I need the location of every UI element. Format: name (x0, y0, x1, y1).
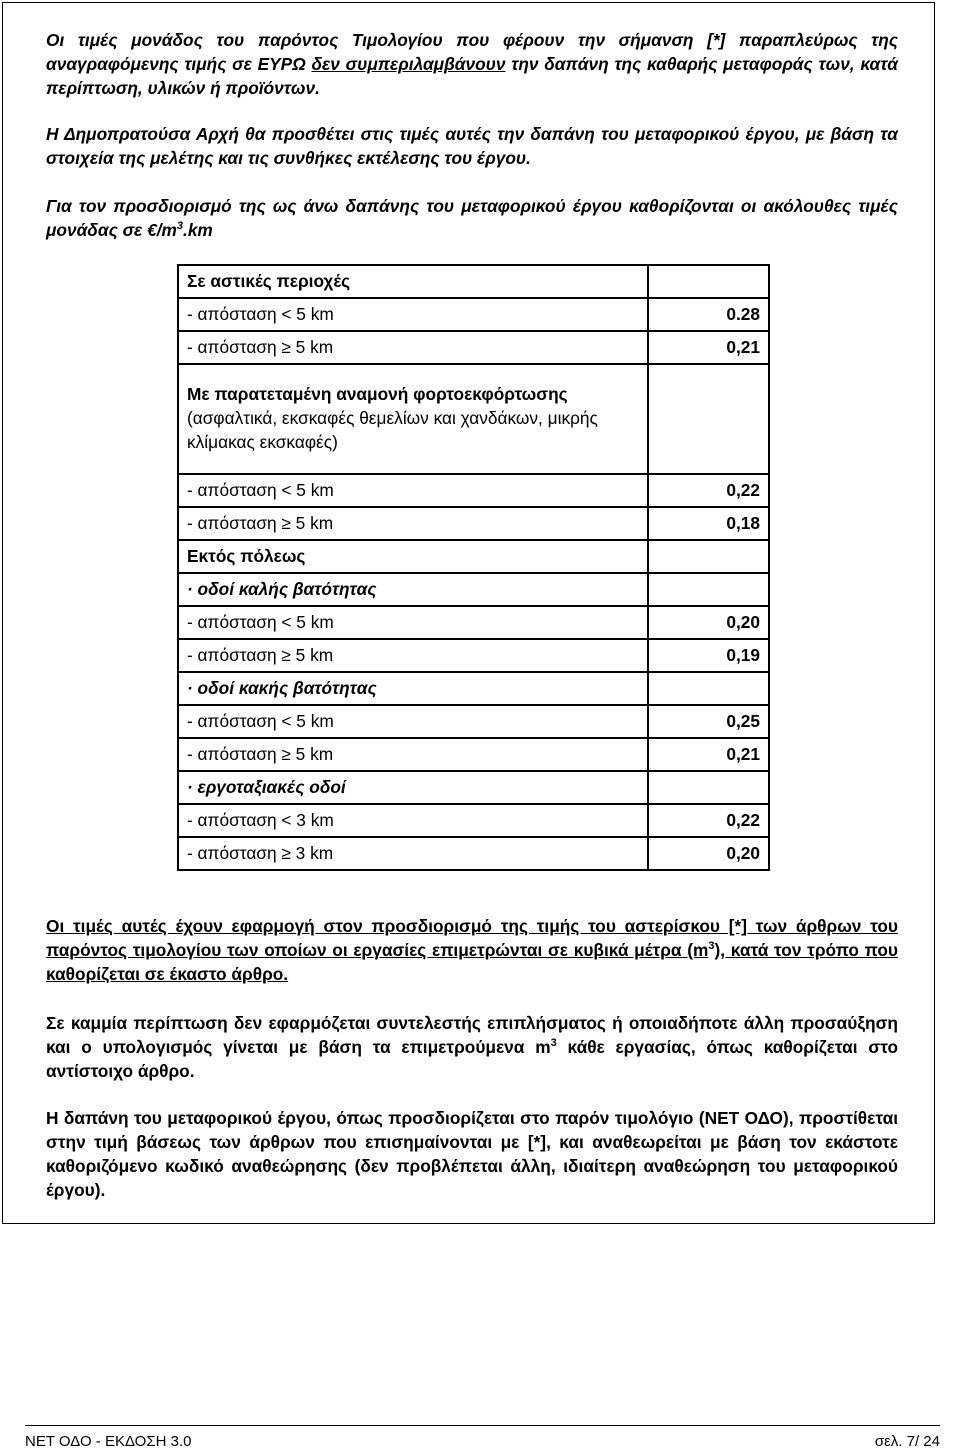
rate-label-cell: - απόσταση < 5 km (178, 298, 648, 331)
rate-label-cell: - απόσταση ≥ 5 km (178, 507, 648, 540)
rate-label-cell: · οδοί καλής βατότητας (178, 573, 648, 606)
note-1-text-b: ), κατά τον τρόπο που καθορίζεται σε έκαστο άρθρο. (46, 940, 898, 984)
intro-p3-text-b: .km (183, 220, 213, 240)
rates-table-row (178, 265, 769, 298)
note-paragraph-3: Η δαπάνη του μεταφορικού έργου, όπως προσδιορίζεται στο παρόν τιμολόγιο (ΝΕΤ ΟΔΟ), προστίθεται στην τιμή βάσεως των άρθρων που επισημαίνονται με [*], και αναθεωρείται με βάση τον εκάστοτε καθοριζόμενο κωδικό αναθεώρησης (δεν προβλέπεται άλλη, ιδιαίτερη αναθεώρηση του μεταφορικού έργου). (46, 1108, 898, 1200)
rate-value-cell: 0,21 (648, 331, 769, 364)
rate-label-cell: - απόσταση < 5 km (178, 705, 648, 738)
rate-label-cell: Σε αστικές περιοχές (178, 265, 648, 298)
rates-table-body (178, 265, 769, 870)
rate-label-cell: - απόσταση < 5 km (178, 474, 648, 507)
intro-p1-text-a: Οι τιμές μονάδος του παρόντος Τιμολογίου που φέρουν την σήμανση [*] παραπλεύρως της αναγραφόμενης τιμής σε ΕΥΡΩ (46, 30, 898, 74)
rates-table-row (178, 639, 769, 672)
rate-label-cell: · οδοί κακής βατότητας (178, 672, 648, 705)
rates-table-row (178, 672, 769, 705)
rate-value-cell: 0.28 (648, 298, 769, 331)
intro-paragraph-1 (46, 28, 898, 100)
rates-table-row (178, 738, 769, 771)
rates-table-row (178, 507, 769, 540)
rate-label-cell: Εκτός πόλεως (178, 540, 648, 573)
rates-table-row (178, 540, 769, 573)
rates-table-row (178, 606, 769, 639)
rate-label-cell: - απόσταση < 3 km (178, 804, 648, 837)
rate-value-cell: 0,18 (648, 507, 769, 540)
rate-value-cell: 0,25 (648, 705, 769, 738)
note-1-text-a: Οι τιμές αυτές έχουν εφαρμογή στον προσδιορισμό της τιμής του αστερίσκου [*] των άρθρων του παρόντος τιμολογίου των οποίων οι εργασίες επιμετρώνται σε κυβικά μέτρα (m (46, 916, 898, 960)
rate-label-bold: Με παρατεταμένη αναμονή φορτοεκφόρτωσης (187, 384, 568, 404)
rate-value-cell (648, 540, 769, 573)
rate-value-cell: 0,20 (648, 837, 769, 870)
rate-label-cell: - απόσταση ≥ 3 km (178, 837, 648, 870)
intro-paragraph-2: Η Δημοπρατούσα Αρχή θα προσθέτει στις τιμές αυτές την δαπάνη του μεταφορικού έργου, με βάση τα στοιχεία της μελέτης και τις συνθήκες εκτέλεσης του έργου. (46, 124, 898, 168)
rate-label-cell: - απόσταση ≥ 5 km (178, 331, 648, 364)
rate-value-cell (648, 672, 769, 705)
rate-label-cell: · εργοταξιακές οδοί (178, 771, 648, 804)
footer-page-number: σελ. 7/ 24 (874, 1433, 940, 1450)
intro-paragraph-3 (46, 194, 898, 242)
note-paragraph-1 (46, 914, 898, 986)
rates-table-row (178, 837, 769, 870)
rate-value-cell: 0,22 (648, 804, 769, 837)
note-2-superscript: 3 (550, 1037, 557, 1050)
rate-label-rest: (ασφαλτικά, εκσκαφές θεμελίων και χανδάκων, μικρής κλίμακας εκσκαφές) (187, 408, 598, 452)
rates-table-row (178, 298, 769, 331)
transport-rates-table (177, 264, 764, 889)
rate-value-cell: 0,21 (648, 738, 769, 771)
rates-table-row (178, 474, 769, 507)
intro-p1-underlined: δεν συμπεριλαμβάνουν (311, 54, 506, 74)
rates-table-row (178, 804, 769, 837)
rate-value-cell (648, 771, 769, 804)
rate-value-cell: 0,22 (648, 474, 769, 507)
rate-value-cell (648, 573, 769, 606)
rate-label-cell: - απόσταση ≥ 5 km (178, 738, 648, 771)
rate-label-cell: - απόσταση < 5 km (178, 606, 648, 639)
intro-p1-text-b: την δαπάνη της καθαρής μεταφοράς των, κατά περίπτωση, υλικών ή προϊόντων. (46, 54, 898, 98)
rate-value-cell: 0,19 (648, 639, 769, 672)
footer-document-title: ΝΕΤ ΟΔΟ - ΕΚΔΟΣΗ 3.0 (25, 1433, 192, 1450)
note-paragraph-2 (46, 1011, 898, 1083)
footer-rule (25, 1425, 940, 1426)
rates-table-row (178, 771, 769, 804)
rates-table-row (178, 705, 769, 738)
rate-label-cell: - απόσταση ≥ 5 km (178, 639, 648, 672)
rates-table-row (178, 364, 769, 474)
rates-table-row (178, 573, 769, 606)
intro-p3-text-a: Για τον προσδιορισμό της ως άνω δαπάνης του μεταφορικού έργου καθορίζονται οι ακόλουθες τιμές μονάδας σε €/m (46, 196, 898, 240)
rate-label-cell (178, 364, 648, 474)
rate-value-cell (648, 364, 769, 474)
intro-p3-superscript: 3 (176, 220, 184, 233)
rate-value-cell: 0,20 (648, 606, 769, 639)
note-2-text-a: Σε καμμία περίπτωση δεν εφαρμόζεται συντελεστής επιπλήσματος ή οποιαδήποτε άλλη προσαύξηση και ο υπολογισμός γίνεται με βάση τα επιμετρούμενα m (46, 1013, 898, 1057)
rate-value-cell (648, 265, 769, 298)
rates-table-row (178, 331, 769, 364)
note-1-superscript: 3 (708, 940, 715, 953)
note-2-text-b: κάθε εργασίας, όπως καθορίζεται στο αντίστοιχο άρθρο. (46, 1037, 898, 1081)
